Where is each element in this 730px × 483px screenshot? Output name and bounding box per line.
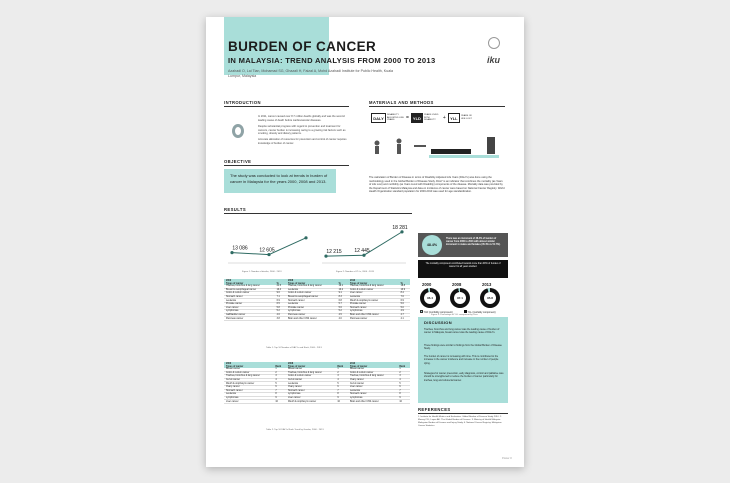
table-cell: Trachea, bronchus & lung cancer	[348, 375, 397, 379]
column-header: %	[275, 282, 286, 285]
table-cell: Trachea, bronchus & lung cancer	[224, 285, 275, 288]
legend-yld-swatch	[420, 310, 423, 313]
objective-divider	[224, 165, 349, 166]
table-cell: Prostate cancer	[224, 302, 275, 306]
table-cell: 9	[397, 396, 410, 400]
discussion-bullet-2: These findings were similar to findings from the Global Burden of Disease Study.	[424, 344, 502, 351]
table-cell: 18.8	[399, 285, 410, 288]
yll-desc: YEARS OF LIFE LOST	[460, 115, 472, 120]
table-cell: 6	[335, 385, 348, 389]
chart2-caption: Figure 2: Number of YLLs, 2000 - 2013	[336, 271, 374, 273]
table-row	[224, 400, 410, 404]
table-cell: 8.3	[337, 295, 348, 299]
table-cell: Stomach cancer	[224, 389, 273, 393]
table-cell: 10.4	[275, 288, 286, 292]
column-header: Types of cancer	[224, 365, 273, 368]
table-cell: Trachea, bronchus & lung cancer	[224, 375, 273, 379]
column-header: Rank	[273, 365, 286, 368]
table-cell: 6.5	[275, 302, 286, 306]
table-cell: 4.9	[399, 310, 410, 314]
discussion-bullet-4: Strategies for cancer prevention, early diagnosis, control and palliative care should be strengthened to reduce the burden of cancer particularly for trachea, lung and colorectal cancer.	[424, 372, 504, 382]
plus-sign: +	[442, 115, 446, 121]
table-cell: 7.6	[399, 295, 410, 299]
table-cell: Prostate cancer	[348, 302, 399, 306]
intro-bullet-2: Despite substantial progress with regard to prevention and treatment for cancers, cancer burden is increasing owing to a growing risk factors such as smoking, obesity and dietary patterns.	[258, 125, 346, 136]
table-cell: Breast cancer	[348, 368, 397, 371]
table1-year: 2013	[348, 279, 410, 282]
table-cell: Stomach cancer	[286, 299, 337, 303]
table-cell: 5.7	[337, 302, 348, 306]
donut-year-2013: 2013	[482, 282, 492, 287]
table-cell: 3.8	[275, 317, 286, 321]
seal-logo-icon	[488, 37, 500, 49]
daly-box: DALY	[371, 113, 386, 123]
table-cell: Leukemia	[348, 389, 397, 393]
table-cell: Colon & rectum cancer	[348, 288, 399, 292]
table-cell: 6.8	[337, 299, 348, 303]
table-cell: 5	[335, 382, 348, 386]
table-cell: Stomach cancer	[224, 295, 275, 299]
table-cell: Leukemia	[286, 302, 337, 306]
deaths-line-chart	[224, 217, 314, 269]
increase-text: There was an increment of 48.4% of burden of cancer from 2000 to 2013 with almost similar increment in males and females (45.4% vs 51.7%).	[446, 238, 501, 247]
table-cell: Cervix cancer	[348, 382, 397, 386]
table-cell: 9.6	[275, 292, 286, 296]
table-cell: 5	[397, 382, 410, 386]
table-cell: Leukemia	[286, 382, 335, 386]
table-cell: Leukemia	[224, 393, 273, 397]
table-cell: Ovary cancer	[224, 385, 273, 389]
cancer-ribbon-icon	[232, 124, 244, 138]
table-cell: Lymphomas	[224, 310, 275, 314]
table-cell: 4	[273, 378, 286, 382]
table2-year: 2000	[224, 362, 286, 365]
column-header: %	[399, 282, 410, 285]
table-cell: 3	[397, 375, 410, 379]
data-label: 18 281	[392, 224, 408, 231]
table-cell: Colon & rectum cancer	[286, 292, 337, 296]
table-cell: Lymphomas	[224, 396, 273, 400]
table-cell: 10	[273, 400, 286, 404]
data-label: 12 605	[259, 247, 275, 254]
column-header: Types of cancer	[348, 365, 397, 368]
table-cell: Prostate cancer	[286, 306, 337, 310]
table-cell: Breast cancer	[224, 368, 273, 371]
poster-subtitle: IN MALAYSIA: TREND ANALYSIS FROM 2000 TO 2013	[228, 56, 436, 65]
data-point	[304, 236, 307, 239]
discussion-heading: DISCUSSION	[424, 320, 452, 325]
equals-sign: =	[406, 115, 409, 121]
table-cell: Trachea, bronchus & lung cancer	[286, 371, 335, 375]
references-text: 1. Institute for Health Metrics and Evaluation. Global Burden of Disease Study 2010. 2. Murray CJL, Lopez AD. The Global Burden of Disease. 3. Ministry of Health Malaysia. Malaysian Burden of Disease and Injury Study. 4. National Cancer Registry. Malaysian Cancer Statistics.	[418, 416, 502, 427]
table-cell: 2	[273, 371, 286, 375]
intro-bullet-3: Accurate allocation of resources for prevention and control of cancer requires knowledge of burden of cancer.	[258, 138, 347, 145]
daly-formula	[371, 113, 476, 123]
methods-illustration	[369, 131, 505, 161]
objective-heading: OBJECTIVE	[224, 159, 252, 164]
donut-value: 96.4	[424, 292, 436, 304]
table-cell: 3	[335, 375, 348, 379]
table-cell: 4.7	[399, 313, 410, 317]
table-cell: Brain and other CNS cancer	[348, 400, 397, 404]
table-cell: 5.6	[399, 302, 410, 306]
references-heading: REFERENCES	[418, 407, 451, 412]
table-cell: 1	[335, 368, 348, 371]
daly-desc: DISABILITY ADJUSTED LIFE YEARS	[387, 113, 404, 122]
donut-value: 95.8	[484, 292, 496, 304]
legend-yll-label: YLL (mortality component)	[467, 311, 496, 314]
table-cell: 4.0	[337, 317, 348, 321]
table-cell: 6.9	[275, 299, 286, 303]
poster	[206, 17, 524, 467]
yld-desc: YEARS LIVED WITH DISABILITY	[423, 113, 439, 122]
table-cell: Colon & rectum cancer	[224, 292, 275, 296]
table-cell: 10	[335, 400, 348, 404]
data-label: 12 445	[354, 248, 370, 255]
table-cell: 1	[273, 368, 286, 371]
discussion-bullet-3: The burden of cancer is increasing with time. This is contributed to the increase in the cancer incidence and increase in the number of people dying.	[424, 355, 499, 365]
methods-text: The calculation of Burden of Disease in terms of Disability-Adjusted Life Years (DALYs) was done using the methodology used in the Global Burden of Disease Study. DALY is an indicator that combines the mortality (as Years of Life Lost) and morbidity (as Years Lived with Disability) components of the disease. Mortality data was provided by the Department of Statistics Malaysia and data on incidence of cancer were based on National Cancer Registry. World Health Organization standard population for 2000-2013 was used for age standardization.	[369, 176, 505, 193]
table-cell: 21.5	[275, 285, 286, 288]
table-cell: 8	[335, 393, 348, 397]
footer-text: Poster #	[502, 457, 512, 460]
poster-title: BURDEN OF CANCER	[228, 39, 377, 54]
table-cell: 9	[335, 396, 348, 400]
column-header: Types of cancer	[286, 282, 337, 285]
donut-2000	[420, 288, 440, 308]
table-cell: Ovary cancer	[348, 378, 397, 382]
table-cell: Stomach cancer	[348, 393, 397, 397]
table-cell: 7	[397, 389, 410, 393]
dalys-rank-table	[224, 362, 410, 404]
table-cell: 10	[397, 400, 410, 404]
table-cell: Ovary cancer	[286, 385, 335, 389]
table-cell: Mouth & oropharynx cancer	[286, 400, 335, 404]
table-cell: 7	[273, 389, 286, 393]
table-cell: Lymphomas	[286, 393, 335, 397]
table-cell: Liver cancer	[348, 385, 397, 389]
table-cell: 10.9	[399, 288, 410, 292]
table-cell: Leukemia	[348, 295, 399, 299]
objective-box: The study was conducted to look at trends in burden of cancer in Malaysia for the years 2000, 2008 and 2013.	[224, 169, 336, 193]
table-cell: 3	[273, 375, 286, 379]
table-cell: 9.1	[337, 292, 348, 296]
results-divider	[224, 213, 412, 214]
table-cell: Trachea, bronchus & lung cancer	[348, 285, 399, 288]
legend-yll-swatch	[464, 310, 467, 313]
column-header: Rank	[397, 365, 410, 368]
legend-yld-label: YLD (morbidity component)	[423, 311, 453, 314]
table-cell: Breast & oesophageal cancer	[286, 295, 337, 299]
table-cell: 6	[397, 385, 410, 389]
chart1-caption: Figure 1: Number of deaths, 2000 - 2013	[242, 271, 282, 273]
table-cell: Leukemia	[224, 299, 275, 303]
column-header: Types of cancer	[348, 282, 399, 285]
table1-year: 2008	[286, 279, 348, 282]
table-cell: 8	[397, 393, 410, 397]
table-cell: Brain and other CNS cancer	[286, 317, 337, 321]
table-cell: Trachea, bronchus & lung cancer	[286, 285, 337, 288]
donut-year-2008: 2008	[452, 282, 462, 287]
table-cell: 1	[397, 368, 410, 371]
table1-caption: Table 1: Top 10 Number of DALYs and Rank, 2000 - 2013	[266, 347, 322, 349]
table-cell: 4	[335, 378, 348, 382]
authors: Azahadi O, Lai Tian, Mohamad SG, Ghazali H, Faizal A, Mohd Azahadi Institute for Public Health, Kuala Lumpur, Malaysia	[228, 69, 393, 78]
table-cell: 4	[397, 378, 410, 382]
yll-line-chart	[318, 217, 410, 269]
table-cell: 5.0	[399, 306, 410, 310]
table-cell: Colon & rectum cancer	[224, 371, 273, 375]
table-cell: Colon & rectum cancer	[348, 371, 397, 375]
column-header: %	[337, 282, 348, 285]
discussion-bullet-1: Trachea, bronchus and lung cancer was the leading cause of burden of cancer in Malaysia, breast cancer was the leading cause of DALYs.	[424, 328, 500, 335]
table-cell: Breast & oesophageal cancer	[224, 288, 275, 292]
table-cell: 5.6	[337, 306, 348, 310]
intro-heading: INTRODUCTION	[224, 100, 261, 105]
donut-value: 97.1	[454, 292, 466, 304]
table-cell: Pancreas cancer	[224, 317, 275, 321]
mortality-text: The mortality component contributed towards more than 90% of burden of cancer for all years studied.	[418, 260, 508, 278]
table-cell: 5.2	[275, 310, 286, 314]
table-cell: Cervix cancer	[224, 378, 273, 382]
table-cell: 4.6	[275, 313, 286, 317]
donut-2008	[450, 288, 470, 308]
table-cell: Colon & rectum cancer	[286, 375, 335, 379]
table-cell: 5.2	[337, 310, 348, 314]
table-cell: Stomach cancer	[348, 306, 399, 310]
table1-year: 2000	[224, 279, 286, 282]
table2-year: 2008	[286, 362, 348, 365]
table2-year: 2013	[348, 362, 410, 365]
table-cell: Mouth & oropharynx cancer	[224, 382, 273, 386]
data-label: 12 215	[326, 249, 342, 256]
table-cell: Gallbladder cancer	[224, 313, 275, 317]
donut-2013	[480, 288, 500, 308]
dalys-top10-table	[224, 279, 410, 321]
references-divider	[418, 413, 508, 414]
table-cell: 4.1	[399, 317, 410, 321]
intro-bullet-1: In 2011, cancer caused over 8.7 million deaths globally and was the second leading cause of death before cardiovascular diseases.	[258, 115, 345, 122]
table-cell: Lymphomas	[348, 396, 397, 400]
table-cell: 2	[335, 371, 348, 375]
table-cell: Breast cancer	[286, 368, 335, 371]
donut-year-2000: 2000	[422, 282, 432, 287]
table-cell: Pancreas cancer	[348, 317, 399, 321]
table-cell: Leukemia	[286, 288, 337, 292]
table-row	[224, 317, 410, 321]
table-cell: 19.1	[337, 285, 348, 288]
table-cell: 10.2	[337, 288, 348, 292]
table-cell: 6.9	[399, 299, 410, 303]
table-cell: 7	[335, 389, 348, 393]
table-cell: Liver cancer	[348, 292, 399, 296]
intro-divider	[224, 106, 349, 107]
table-cell: 8.4	[399, 292, 410, 296]
results-heading: RESULTS	[224, 207, 247, 212]
methods-heading: MATERIALS AND METHODS	[369, 100, 434, 105]
table-cell: 8	[273, 393, 286, 397]
table-cell: 7.1	[275, 295, 286, 299]
table-cell: 5.8	[275, 306, 286, 310]
column-header: Types of cancer	[286, 365, 335, 368]
table-cell: 4.5	[337, 313, 348, 317]
table-cell: Cervix cancer	[286, 378, 335, 382]
table-cell: Liver cancer	[224, 400, 273, 404]
table-cell: 9	[273, 396, 286, 400]
table-cell: 6	[273, 385, 286, 389]
table-cell: Brain and other CNS cancer	[348, 313, 399, 317]
table2-caption: Table 2: Top 10 DALYs Rank Trend by Gender, 2000 - 2013	[266, 429, 324, 431]
table-cell: Lymphomas	[348, 310, 399, 314]
table-cell: Stomach cancer	[286, 389, 335, 393]
yll-box: YLL	[448, 113, 460, 123]
methods-divider	[369, 106, 505, 107]
table-cell: Pancreas cancer	[286, 313, 337, 317]
table-cell: Liver cancer	[286, 396, 335, 400]
iku-logo: iku	[487, 55, 501, 65]
column-header: Rank	[335, 365, 348, 368]
column-header: Types of cancer	[224, 282, 275, 285]
donut-caption: Figure 3: Percentage of YLL component by Year	[431, 314, 478, 316]
table-cell: 5	[273, 382, 286, 386]
table-cell: Liver cancer	[224, 306, 275, 310]
increase-badge: 48.4%	[422, 235, 442, 255]
data-label: 13 086	[232, 245, 248, 252]
table-cell: Mouth & oropharynx cancer	[348, 299, 399, 303]
table-cell: Lymphomas	[286, 310, 337, 314]
yld-box: YLD	[411, 113, 423, 123]
table-cell: 2	[397, 371, 410, 375]
